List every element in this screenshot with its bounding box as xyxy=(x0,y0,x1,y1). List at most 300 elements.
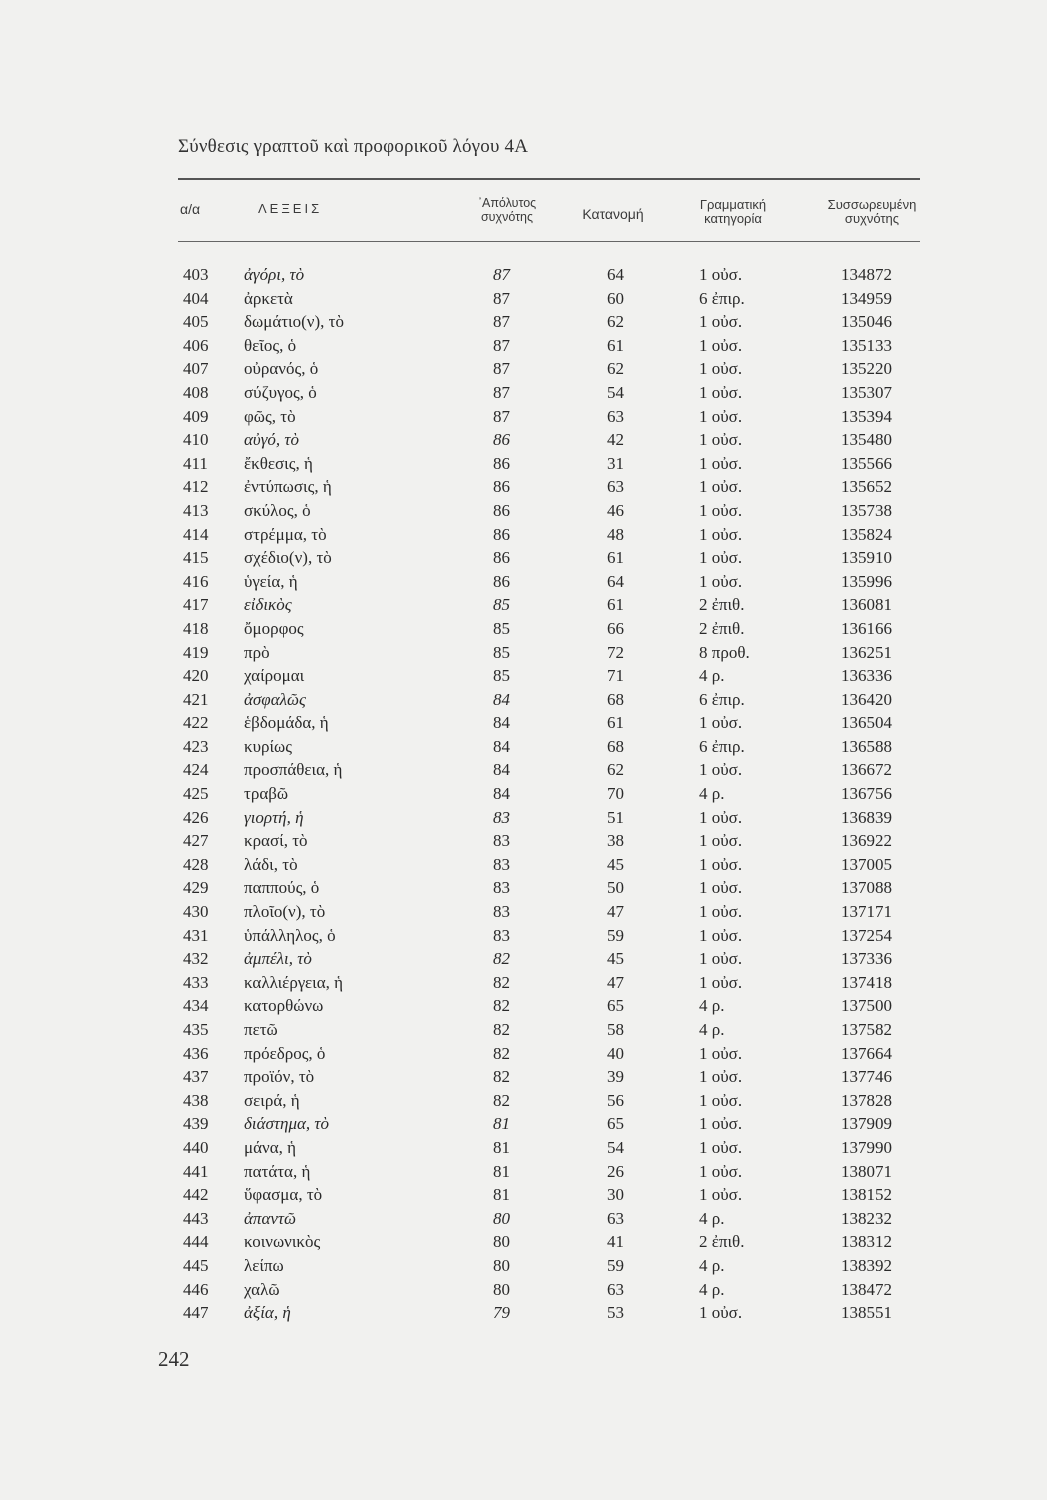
row-number: 440 xyxy=(183,1137,209,1157)
row-grammar-category: 1 οὐσ. xyxy=(699,1090,743,1110)
row-number: 442 xyxy=(183,1185,209,1205)
row-cumulative-frequency: 136839 xyxy=(841,807,892,827)
row-grammar-category: 4 ρ. xyxy=(699,1279,725,1299)
row-word: κρασί, τὸ xyxy=(244,831,308,851)
row-word: σκύλος, ὁ xyxy=(244,500,311,520)
row-word: σχέδιο(ν), τὸ xyxy=(244,548,332,568)
row-word: σειρά, ἡ xyxy=(244,1090,300,1110)
row-grammar-category: 1 οὐσ. xyxy=(699,760,743,780)
row-grammar-category: 1 οὐσ. xyxy=(699,359,743,379)
row-number: 403 xyxy=(183,265,209,284)
row-cumulative-frequency: 138392 xyxy=(841,1255,892,1275)
row-absolute-frequency: 86 xyxy=(493,477,510,497)
row-distribution: 64 xyxy=(607,265,624,284)
row-word: ἀγόρι, τὸ xyxy=(244,265,305,284)
table-row xyxy=(0,829,1047,853)
page-title: Σύνθεσις γραπτοῦ καὶ προφορικοῦ λόγου 4Α xyxy=(178,136,529,157)
row-word: μάνα, ἡ xyxy=(244,1137,297,1157)
table-row xyxy=(0,405,1047,429)
row-distribution: 62 xyxy=(607,312,624,332)
row-grammar-category: 4 ρ. xyxy=(699,1020,725,1039)
table-row xyxy=(0,1112,1047,1136)
row-word: ἑβδομάδα, ἡ xyxy=(244,713,329,733)
row-grammar-category: 1 οὐσ. xyxy=(699,477,743,497)
table-row xyxy=(0,452,1047,476)
row-distribution: 65 xyxy=(607,1114,624,1134)
row-cumulative-frequency: 138071 xyxy=(841,1161,892,1181)
row-number: 412 xyxy=(183,477,209,497)
row-absolute-frequency: 81 xyxy=(493,1185,510,1205)
row-grammar-category: 4 ρ. xyxy=(699,666,725,686)
row-grammar-category: 1 οὐσ. xyxy=(699,807,743,827)
row-cumulative-frequency: 135910 xyxy=(841,548,892,568)
row-cumulative-frequency: 137746 xyxy=(841,1067,892,1087)
row-absolute-frequency: 80 xyxy=(493,1208,510,1228)
row-number: 435 xyxy=(183,1020,209,1039)
row-cumulative-frequency: 137005 xyxy=(841,854,892,874)
row-number: 420 xyxy=(183,666,209,686)
row-distribution: 65 xyxy=(607,996,624,1016)
row-cumulative-frequency: 136588 xyxy=(841,736,892,756)
row-word: πρὸ xyxy=(244,642,270,662)
row-cumulative-frequency: 138152 xyxy=(841,1185,892,1205)
row-word: πατάτα, ἡ xyxy=(244,1161,311,1181)
column-header-cumulative-line2: συχνότης xyxy=(844,211,900,226)
row-grammar-category: 1 οὐσ. xyxy=(699,831,743,851)
row-cumulative-frequency: 137336 xyxy=(841,949,892,969)
row-cumulative-frequency: 137582 xyxy=(841,1020,892,1039)
row-grammar-category: 4 ρ. xyxy=(699,996,725,1016)
row-cumulative-frequency: 136251 xyxy=(841,642,892,662)
row-distribution: 42 xyxy=(607,430,624,450)
row-grammar-category: 1 οὐσ. xyxy=(699,1043,743,1063)
table-row xyxy=(0,1278,1047,1302)
row-distribution: 50 xyxy=(607,878,624,898)
row-grammar-category: 1 οὐσ. xyxy=(699,500,743,520)
row-absolute-frequency: 81 xyxy=(493,1161,510,1181)
row-absolute-frequency: 79 xyxy=(493,1303,510,1323)
row-cumulative-frequency: 135220 xyxy=(841,359,892,379)
table-row xyxy=(0,1160,1047,1184)
row-number: 404 xyxy=(183,288,209,308)
row-word: θεῖος, ὁ xyxy=(244,335,297,355)
row-absolute-frequency: 84 xyxy=(493,784,510,804)
row-word: χαίρομαι xyxy=(244,666,305,686)
row-number: 407 xyxy=(183,359,209,379)
row-number: 447 xyxy=(183,1303,209,1323)
column-header-absolute-line1: ᾽Απόλυτος xyxy=(477,196,537,210)
row-number: 413 xyxy=(183,500,209,520)
table-row xyxy=(0,499,1047,523)
table-row xyxy=(0,1230,1047,1254)
table-row xyxy=(0,1183,1047,1207)
row-grammar-category: 6 ἐπιρ. xyxy=(699,288,745,308)
table-row xyxy=(0,1018,1047,1042)
table-row xyxy=(0,523,1047,547)
table-row xyxy=(0,617,1047,641)
table-row xyxy=(0,1301,1047,1325)
table-row xyxy=(0,924,1047,948)
row-distribution: 46 xyxy=(607,500,624,520)
row-cumulative-frequency: 137664 xyxy=(841,1043,892,1063)
column-header-grammar-line1: Γραμματική xyxy=(699,197,767,212)
row-number: 423 xyxy=(183,736,209,756)
row-grammar-category: 1 οὐσ. xyxy=(699,972,743,992)
row-number: 441 xyxy=(183,1161,209,1181)
table-row xyxy=(0,357,1047,381)
row-number: 434 xyxy=(183,996,209,1016)
row-cumulative-frequency: 135566 xyxy=(841,453,892,473)
row-grammar-category: 1 οὐσ. xyxy=(699,1067,743,1087)
row-word: κυρίως xyxy=(244,736,292,756)
row-number: 444 xyxy=(183,1232,209,1252)
row-distribution: 51 xyxy=(607,807,624,827)
table-row xyxy=(0,758,1047,782)
column-header-grammar-category xyxy=(688,198,778,226)
row-number: 408 xyxy=(183,382,209,402)
row-grammar-category: 1 οὐσ. xyxy=(699,265,743,284)
row-word: διάστημα, τὸ xyxy=(244,1114,329,1134)
row-word: ἔκθεσις, ἡ xyxy=(244,453,313,473)
row-cumulative-frequency: 136420 xyxy=(841,689,892,709)
row-word: λείπω xyxy=(244,1255,284,1275)
row-grammar-category: 8 προθ. xyxy=(699,642,750,662)
row-grammar-category: 4 ρ. xyxy=(699,1208,725,1228)
row-absolute-frequency: 84 xyxy=(493,713,510,733)
row-absolute-frequency: 87 xyxy=(493,406,510,426)
row-distribution: 63 xyxy=(607,406,624,426)
row-number: 414 xyxy=(183,524,209,544)
table-row xyxy=(0,475,1047,499)
table-row xyxy=(0,971,1047,995)
row-distribution: 68 xyxy=(607,689,624,709)
table-row xyxy=(0,900,1047,924)
row-grammar-category: 1 οὐσ. xyxy=(699,312,743,332)
row-word: πετῶ xyxy=(244,1020,278,1039)
row-absolute-frequency: 86 xyxy=(493,524,510,544)
row-cumulative-frequency: 137828 xyxy=(841,1090,892,1110)
row-absolute-frequency: 85 xyxy=(493,618,510,638)
row-cumulative-frequency: 137171 xyxy=(841,902,892,922)
row-number: 438 xyxy=(183,1090,209,1110)
row-word: ἀπαντῶ xyxy=(244,1208,296,1228)
row-number: 437 xyxy=(183,1067,209,1087)
row-distribution: 59 xyxy=(607,925,624,945)
row-distribution: 68 xyxy=(607,736,624,756)
table-row xyxy=(0,947,1047,971)
row-cumulative-frequency: 135307 xyxy=(841,382,892,402)
row-word: προσπάθεια, ἡ xyxy=(244,760,343,780)
row-distribution: 71 xyxy=(607,666,624,686)
row-absolute-frequency: 82 xyxy=(493,1067,510,1087)
row-word: πλοῖο(ν), τὸ xyxy=(244,902,326,922)
table-row xyxy=(0,334,1047,358)
row-absolute-frequency: 86 xyxy=(493,571,510,591)
header-rule-top xyxy=(178,178,920,180)
row-grammar-category: 6 ἐπιρ. xyxy=(699,736,745,756)
row-grammar-category: 1 οὐσ. xyxy=(699,1114,743,1134)
row-distribution: 60 xyxy=(607,288,624,308)
row-grammar-category: 1 οὐσ. xyxy=(699,430,743,450)
row-word: παππούς, ὁ xyxy=(244,878,320,898)
table-row xyxy=(0,806,1047,830)
row-grammar-category: 1 οὐσ. xyxy=(699,335,743,355)
row-word: ἀρκετὰ xyxy=(244,288,293,308)
row-distribution: 59 xyxy=(607,1255,624,1275)
row-number: 418 xyxy=(183,618,209,638)
row-absolute-frequency: 86 xyxy=(493,453,510,473)
column-header-words: ΛΕΞΕΙΣ xyxy=(258,201,323,216)
row-word: ὑπάλληλος, ὁ xyxy=(244,925,336,945)
row-distribution: 70 xyxy=(607,784,624,804)
row-absolute-frequency: 82 xyxy=(493,949,510,969)
row-number: 433 xyxy=(183,972,209,992)
row-grammar-category: 1 οὐσ. xyxy=(699,406,743,426)
row-absolute-frequency: 83 xyxy=(493,878,510,898)
row-number: 431 xyxy=(183,925,209,945)
row-number: 425 xyxy=(183,784,209,804)
row-number: 446 xyxy=(183,1279,209,1299)
row-distribution: 45 xyxy=(607,949,624,969)
row-word: καλλιέργεια, ἡ xyxy=(244,972,344,992)
column-header-cumulative-frequency xyxy=(812,198,932,226)
row-absolute-frequency: 82 xyxy=(493,972,510,992)
row-distribution: 45 xyxy=(607,854,624,874)
row-absolute-frequency: 85 xyxy=(493,666,510,686)
page-number: 242 xyxy=(158,1347,190,1371)
row-absolute-frequency: 82 xyxy=(493,1020,510,1039)
row-distribution: 63 xyxy=(607,1208,624,1228)
row-cumulative-frequency: 137254 xyxy=(841,925,892,945)
row-absolute-frequency: 82 xyxy=(493,996,510,1016)
row-number: 406 xyxy=(183,335,209,355)
row-number: 419 xyxy=(183,642,209,662)
table-row xyxy=(0,664,1047,688)
row-distribution: 40 xyxy=(607,1043,624,1063)
row-cumulative-frequency: 135652 xyxy=(841,477,892,497)
row-cumulative-frequency: 137990 xyxy=(841,1137,892,1157)
row-cumulative-frequency: 134959 xyxy=(841,288,892,308)
row-word: ὄμορφος xyxy=(244,618,304,638)
row-distribution: 61 xyxy=(607,595,624,615)
table-row xyxy=(0,1089,1047,1113)
row-word: κοινωνικὸς xyxy=(244,1232,321,1252)
row-distribution: 41 xyxy=(607,1232,624,1252)
row-absolute-frequency: 83 xyxy=(493,807,510,827)
row-absolute-frequency: 84 xyxy=(493,689,510,709)
row-absolute-frequency: 81 xyxy=(493,1137,510,1157)
row-cumulative-frequency: 138312 xyxy=(841,1232,892,1252)
row-grammar-category: 1 οὐσ. xyxy=(699,453,743,473)
row-word: ὑγεία, ἡ xyxy=(244,571,298,591)
row-distribution: 62 xyxy=(607,760,624,780)
row-absolute-frequency: 87 xyxy=(493,359,510,379)
row-absolute-frequency: 83 xyxy=(493,854,510,874)
row-number: 427 xyxy=(183,831,209,851)
row-cumulative-frequency: 135394 xyxy=(841,406,892,426)
row-absolute-frequency: 87 xyxy=(493,335,510,355)
column-header-distribution: Κατανομή xyxy=(582,206,644,222)
row-cumulative-frequency: 138232 xyxy=(841,1208,892,1228)
row-word: στρέμμα, τὸ xyxy=(244,524,327,544)
row-distribution: 39 xyxy=(607,1067,624,1087)
row-absolute-frequency: 83 xyxy=(493,902,510,922)
row-number: 417 xyxy=(183,595,209,615)
row-distribution: 72 xyxy=(607,642,624,662)
column-header-cumulative-line1: Συσσωρευμένη xyxy=(827,197,917,212)
column-header-number: α/α xyxy=(180,201,201,217)
row-grammar-category: 6 ἐπιρ. xyxy=(699,689,745,709)
table-row xyxy=(0,1254,1047,1278)
row-number: 428 xyxy=(183,854,209,874)
table-row xyxy=(0,1207,1047,1231)
row-cumulative-frequency: 136081 xyxy=(841,595,892,615)
row-cumulative-frequency: 138551 xyxy=(841,1303,892,1323)
row-cumulative-frequency: 137088 xyxy=(841,878,892,898)
row-distribution: 58 xyxy=(607,1020,624,1039)
row-cumulative-frequency: 138472 xyxy=(841,1279,892,1299)
row-grammar-category: 1 οὐσ. xyxy=(699,902,743,922)
row-word: προϊόν, τὸ xyxy=(244,1067,315,1087)
row-absolute-frequency: 84 xyxy=(493,760,510,780)
frequency-table-body xyxy=(0,263,1047,1325)
row-distribution: 48 xyxy=(607,524,624,544)
row-cumulative-frequency: 137500 xyxy=(841,996,892,1016)
row-cumulative-frequency: 135046 xyxy=(841,312,892,332)
row-grammar-category: 1 οὐσ. xyxy=(699,925,743,945)
row-number: 426 xyxy=(183,807,209,827)
row-distribution: 63 xyxy=(607,477,624,497)
row-absolute-frequency: 85 xyxy=(493,595,510,615)
row-absolute-frequency: 82 xyxy=(493,1043,510,1063)
row-word: ὕφασμα, τὸ xyxy=(244,1185,323,1205)
table-row xyxy=(0,853,1047,877)
table-row xyxy=(0,381,1047,405)
table-row xyxy=(0,593,1047,617)
row-grammar-category: 1 οὐσ. xyxy=(699,382,743,402)
row-word: ἐντύπωσις, ἡ xyxy=(244,477,332,497)
row-number: 436 xyxy=(183,1043,209,1063)
row-distribution: 30 xyxy=(607,1185,624,1205)
row-absolute-frequency: 82 xyxy=(493,1090,510,1110)
table-row xyxy=(0,263,1047,287)
row-word: ἀσφαλῶς xyxy=(244,689,306,709)
row-absolute-frequency: 86 xyxy=(493,548,510,568)
row-absolute-frequency: 87 xyxy=(493,382,510,402)
row-grammar-category: 1 οὐσ. xyxy=(699,949,743,969)
row-absolute-frequency: 83 xyxy=(493,925,510,945)
column-header-absolute-frequency xyxy=(462,196,552,224)
row-cumulative-frequency: 136166 xyxy=(841,618,892,638)
row-distribution: 63 xyxy=(607,1279,624,1299)
row-word: τραβῶ xyxy=(244,784,289,804)
row-absolute-frequency: 81 xyxy=(493,1114,510,1134)
row-absolute-frequency: 86 xyxy=(493,500,510,520)
row-grammar-category: 1 οὐσ. xyxy=(699,1303,743,1323)
row-absolute-frequency: 83 xyxy=(493,831,510,851)
table-row xyxy=(0,782,1047,806)
row-word: πρόεδρος, ὁ xyxy=(244,1043,326,1063)
row-number: 430 xyxy=(183,902,209,922)
table-row xyxy=(0,711,1047,735)
row-word: χαλῶ xyxy=(244,1279,280,1299)
table-row xyxy=(0,546,1047,570)
table-row xyxy=(0,310,1047,334)
row-grammar-category: 2 ἐπιθ. xyxy=(699,618,745,638)
row-distribution: 66 xyxy=(607,618,624,638)
row-number: 422 xyxy=(183,713,209,733)
row-cumulative-frequency: 135480 xyxy=(841,430,892,450)
row-number: 416 xyxy=(183,571,209,591)
row-number: 429 xyxy=(183,878,209,898)
row-distribution: 62 xyxy=(607,359,624,379)
row-number: 439 xyxy=(183,1114,209,1134)
row-number: 445 xyxy=(183,1255,209,1275)
row-distribution: 61 xyxy=(607,548,624,568)
row-word: σύζυγος, ὁ xyxy=(244,382,317,402)
row-number: 421 xyxy=(183,689,209,709)
row-grammar-category: 4 ρ. xyxy=(699,1255,725,1275)
table-row xyxy=(0,641,1047,665)
row-distribution: 54 xyxy=(607,382,624,402)
table-row xyxy=(0,688,1047,712)
row-cumulative-frequency: 136756 xyxy=(841,784,892,804)
row-word: δωμάτιο(ν), τὸ xyxy=(244,312,344,332)
row-number: 405 xyxy=(183,312,209,332)
row-cumulative-frequency: 135133 xyxy=(841,335,892,355)
row-absolute-frequency: 80 xyxy=(493,1232,510,1252)
row-cumulative-frequency: 136504 xyxy=(841,713,892,733)
row-distribution: 31 xyxy=(607,453,624,473)
row-grammar-category: 2 ἐπιθ. xyxy=(699,595,745,615)
row-absolute-frequency: 86 xyxy=(493,430,510,450)
row-absolute-frequency: 85 xyxy=(493,642,510,662)
row-cumulative-frequency: 137909 xyxy=(841,1114,892,1134)
table-row xyxy=(0,1136,1047,1160)
row-distribution: 61 xyxy=(607,335,624,355)
row-distribution: 61 xyxy=(607,713,624,733)
table-row xyxy=(0,287,1047,311)
row-absolute-frequency: 80 xyxy=(493,1255,510,1275)
row-word: ἀμπέλι, τὸ xyxy=(244,949,312,969)
row-grammar-category: 1 οὐσ. xyxy=(699,548,743,568)
row-grammar-category: 1 οὐσ. xyxy=(699,878,743,898)
row-word: ἀξία, ἡ xyxy=(244,1303,291,1323)
row-distribution: 54 xyxy=(607,1137,624,1157)
row-number: 424 xyxy=(183,760,209,780)
row-distribution: 53 xyxy=(607,1303,624,1323)
row-distribution: 64 xyxy=(607,571,624,591)
row-cumulative-frequency: 136336 xyxy=(841,666,892,686)
row-absolute-frequency: 87 xyxy=(493,312,510,332)
row-number: 409 xyxy=(183,406,209,426)
row-absolute-frequency: 84 xyxy=(493,736,510,756)
row-distribution: 56 xyxy=(607,1090,624,1110)
row-word: φῶς, τὸ xyxy=(244,406,296,426)
row-grammar-category: 1 οὐσ. xyxy=(699,1185,743,1205)
table-row xyxy=(0,1065,1047,1089)
row-cumulative-frequency: 137418 xyxy=(841,972,892,992)
row-grammar-category: 1 οὐσ. xyxy=(699,1161,743,1181)
row-number: 411 xyxy=(183,453,208,473)
row-distribution: 38 xyxy=(607,831,624,851)
table-row xyxy=(0,428,1047,452)
row-number: 410 xyxy=(183,430,209,450)
table-row xyxy=(0,1042,1047,1066)
row-absolute-frequency: 87 xyxy=(493,265,510,284)
row-distribution: 47 xyxy=(607,902,624,922)
table-row xyxy=(0,876,1047,900)
